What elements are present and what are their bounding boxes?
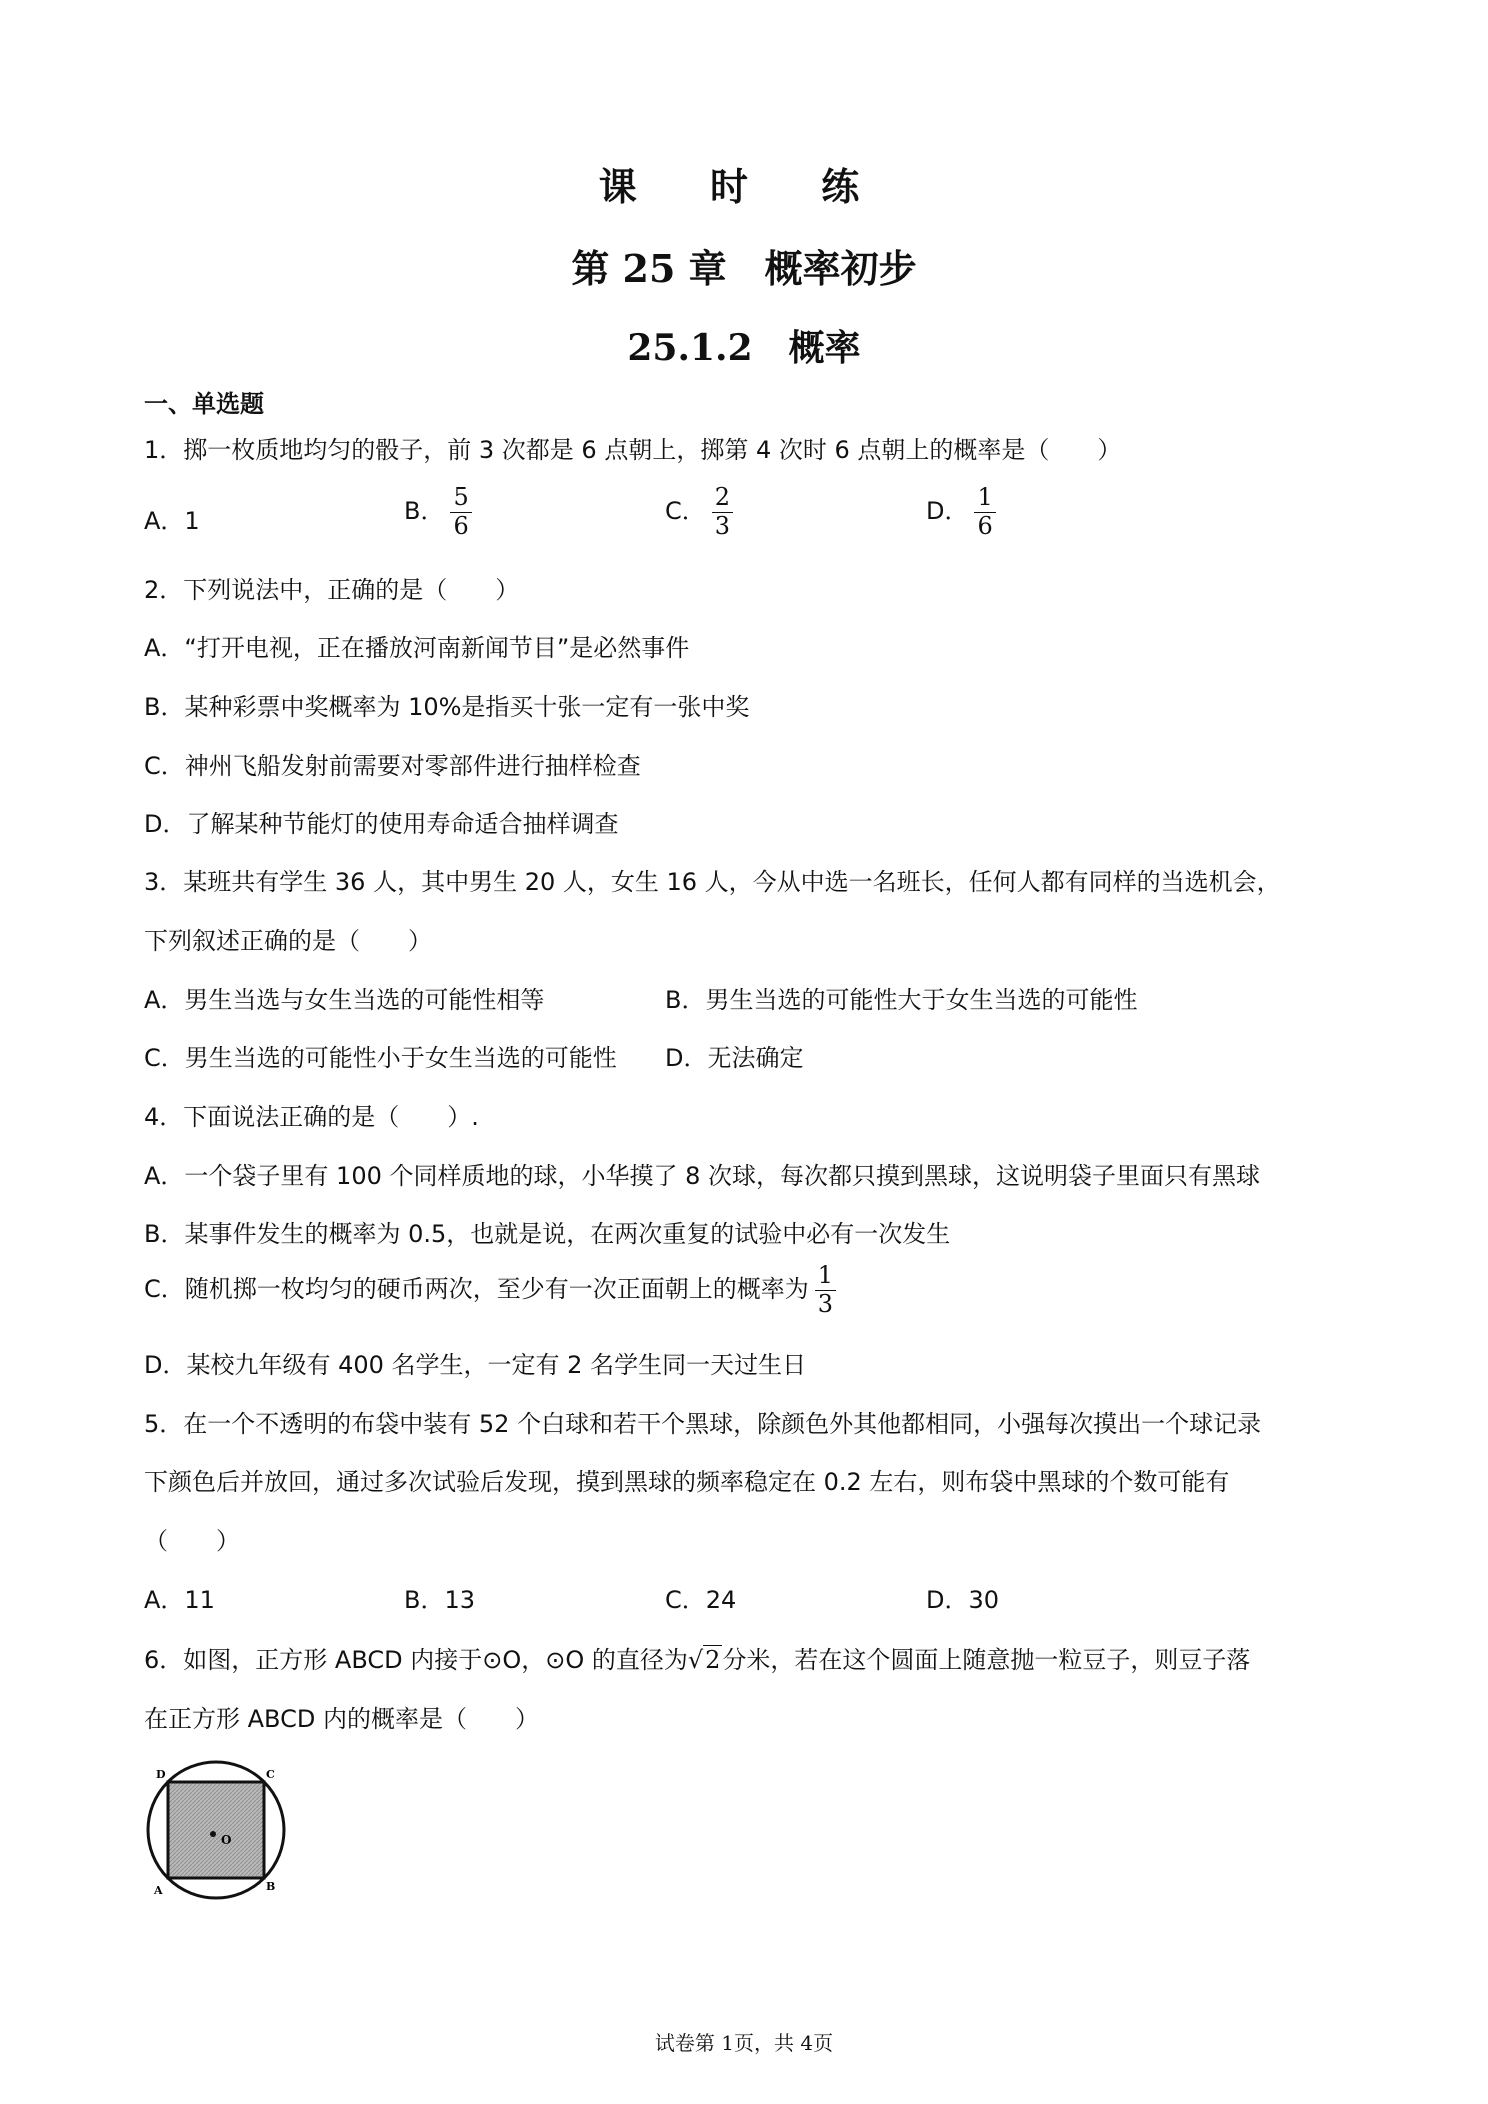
question-5-stem-line1: 5．在一个不透明的布袋中装有 52 个白球和若干个黑球，除颜色外其他都相同，小强每次摸出一个球记录: [144, 1410, 1262, 1438]
q4-option-a: A．一个袋子里有 100 个同样质地的球，小华摸了 8 次球，每次都只摸到黑球，这说明袋子里面只有黑球: [144, 1162, 1261, 1190]
page-footer: 试卷第 1页，共 4页: [654, 2031, 834, 2055]
q1-c-numerator: 2: [714, 483, 731, 511]
q1-option-c: [665, 484, 733, 540]
q5-option-a: A．11: [144, 1586, 215, 1614]
center-point: [210, 1831, 216, 1837]
q1-option-d-label: D．: [926, 497, 969, 526]
q5-option-b: B．13: [404, 1586, 476, 1614]
label-b: B: [266, 1880, 276, 1893]
q2-option-b: B．某种彩票中奖概率为 10%是指买十张一定有一张中奖: [144, 693, 750, 721]
q1-c-denominator: 3: [712, 512, 733, 541]
section-label: 一、单选题: [144, 390, 264, 418]
question-3-stem-line1: 3．某班共有学生 36 人，其中男生 20 人，女生 16 人，今从中选一名班长，任何人都有同样的当选机会，: [144, 868, 1281, 896]
q3-option-a: A．男生当选与女生当选的可能性相等: [144, 986, 545, 1014]
inscribed-square-figure: [140, 1752, 300, 1902]
q4-option-b: B．某事件发生的概率为 0.5，也就是说，在两次重复的试验中必有一次发生: [144, 1220, 951, 1248]
q1-d-numerator: 1: [977, 483, 993, 511]
chapter-title: 第 25 章 概率初步: [571, 246, 917, 291]
q3-option-c: C．男生当选的可能性小于女生当选的可能性: [144, 1044, 617, 1072]
question-6-stem-line2: 在正方形 ABCD 内的概率是（ ）: [144, 1705, 539, 1733]
question-1-stem: 1．掷一枚质地均匀的骰子，前 3 次都是 6 点朝上，掷第 4 次时 6 点朝上的概率是（ ）: [144, 436, 1122, 464]
question-5-stem-line2: 下颜色后并放回，通过多次试验后发现，摸到黑球的频率稳定在 0.2 左右，则布袋中黑球的个数可能有: [144, 1468, 1230, 1496]
q4-option-c: [144, 1262, 836, 1318]
q1-option-d: [926, 484, 996, 540]
q2-option-c: C．神州飞船发射前需要对零部件进行抽样检查: [144, 752, 641, 780]
q3-option-b: B．男生当选的可能性大于女生当选的可能性: [665, 986, 1138, 1014]
q1-option-c-label: C．: [665, 497, 706, 526]
q6-sqrt-radicand: 2: [705, 1646, 721, 1674]
q4-option-d: D．某校九年级有 400 名学生，一定有 2 名学生同一天过生日: [144, 1351, 807, 1379]
question-4-stem: 4．下面说法正确的是（ ）.: [144, 1103, 479, 1131]
q1-option-d-fraction: [974, 484, 995, 540]
label-o: O: [221, 1833, 232, 1847]
q4-option-c-text: C．随机掷一枚均匀的硬币两次，至少有一次正面朝上的概率为: [144, 1275, 809, 1304]
q1-d-denominator: 6: [974, 512, 995, 541]
question-5-stem-line3: （ ）: [144, 1527, 240, 1555]
q3-option-d: D．无法确定: [665, 1044, 804, 1072]
q2-option-d: D．了解某种节能灯的使用寿命适合抽样调查: [144, 810, 619, 838]
page-title: 课 时 练: [598, 164, 890, 209]
q4-option-c-fraction: [815, 1262, 836, 1318]
label-d: D: [156, 1768, 166, 1781]
question-2-stem: 2．下列说法中，正确的是（ ）: [144, 576, 520, 604]
q1-option-b-fraction: [450, 484, 471, 540]
q1-b-numerator: 5: [453, 483, 469, 511]
q4-c-numerator: 1: [817, 1261, 834, 1289]
q1-option-b: [404, 484, 472, 540]
section-title: 25.1.2 概率: [627, 327, 861, 369]
q1-option-c-fraction: [712, 484, 733, 540]
question-6-stem-line1: [144, 1640, 1250, 1675]
question-3-stem-line2: 下列叙述正确的是（ ）: [144, 927, 432, 955]
q5-option-d: D．30: [926, 1586, 1000, 1614]
q1-option-b-label: B．: [404, 497, 445, 526]
q4-c-denominator: 3: [815, 1290, 836, 1319]
q1-b-denominator: 6: [450, 512, 471, 541]
label-c: C: [266, 1768, 275, 1781]
square-abcd: [168, 1782, 264, 1878]
q6-sqrt-symbol: √: [687, 1646, 704, 1674]
q5-option-c: C．24: [665, 1586, 737, 1614]
q2-option-a: A．“打开电视，正在播放河南新闻节目”是必然事件: [144, 634, 690, 662]
q6-sqrt: [688, 1645, 723, 1674]
q1-option-a: A．1: [144, 507, 200, 535]
q6-stem-post: 分米，若在这个圆面上随意抛一粒豆子，则豆子落: [722, 1646, 1251, 1674]
q6-stem-pre: 6．如图，正方形 ABCD 内接于⊙O，⊙O 的直径为: [144, 1646, 688, 1674]
label-a: A: [154, 1884, 163, 1897]
